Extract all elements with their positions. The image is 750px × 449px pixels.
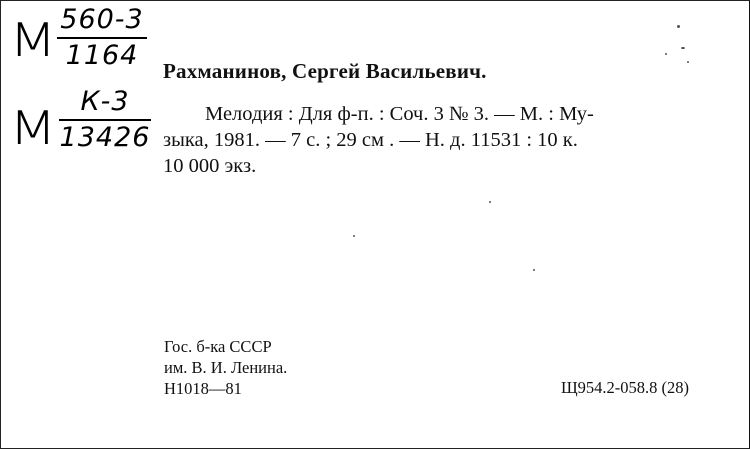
call-number-1-divider: [57, 37, 147, 39]
scan-speck: [687, 61, 689, 63]
scan-speck: [533, 269, 535, 271]
call-number-1-fraction: [57, 5, 147, 71]
call-number-2-fraction: [59, 87, 151, 153]
bibliographic-description: [163, 101, 708, 179]
call-number-2-numerator: К-3: [80, 86, 130, 117]
scan-speck: [353, 235, 355, 237]
library-imprint: [164, 336, 287, 399]
call-number-1-numerator: 560-3: [60, 4, 144, 35]
classification-index: Щ954.2-058.8 (28): [561, 378, 690, 397]
call-number-2-denominator: 13426: [59, 122, 151, 153]
description-line-2: зыка, 1981. — 7 с. ; 29 см . — Н. д. 11531 : 10 к.: [163, 129, 578, 151]
scan-speck: [489, 201, 491, 203]
imprint-line-1: Гос. б-ка СССР: [164, 337, 272, 356]
description-line-1: Мелодия : Для ф-п. : Соч. 3 № 3. — М. : Му-: [205, 103, 594, 125]
scan-speck: [665, 53, 667, 55]
call-number-1-denominator: 1164: [65, 40, 139, 71]
imprint-line-2: им. В. И. Ленина.: [164, 358, 288, 377]
call-number-2-divider: [59, 119, 151, 121]
description-line-3: 10 000 экз.: [163, 155, 257, 177]
call-number-2-letter: М: [9, 101, 56, 155]
call-number-1-letter: М: [9, 13, 56, 67]
scan-speck: [677, 25, 680, 28]
imprint-line-3: Н1018—81: [164, 379, 242, 398]
scan-speck: [681, 47, 685, 49]
author-heading: Рахманинов, Сергей Васильевич.: [163, 59, 487, 83]
